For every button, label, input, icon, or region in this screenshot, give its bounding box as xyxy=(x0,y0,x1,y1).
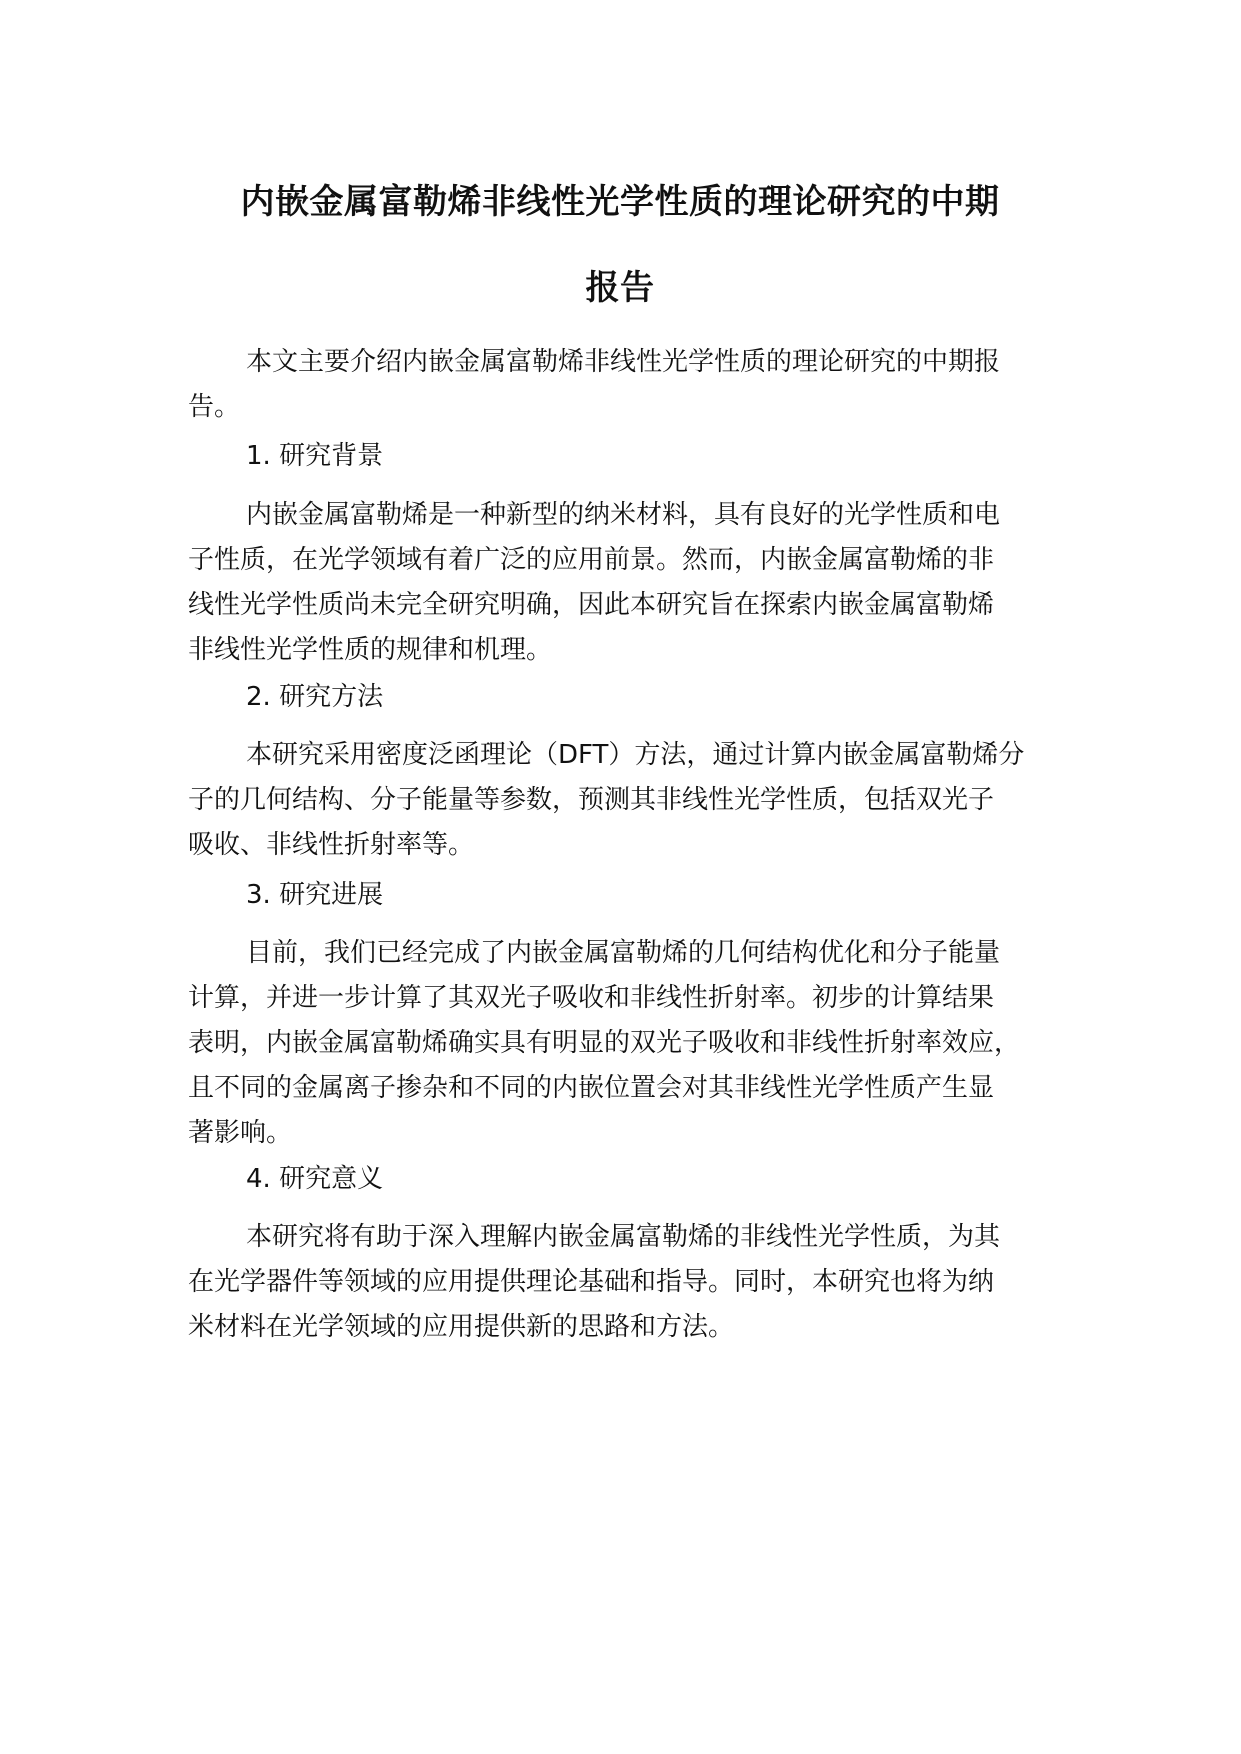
paragraph-line: 著影响。 xyxy=(188,1118,293,1148)
paragraph-line: 表明，内嵌金属富勒烯确实具有明显的双光子吸收和非线性折射率效应， xyxy=(188,1028,1021,1058)
intro-paragraph xyxy=(188,340,1088,430)
paragraph-line: 子性质，在光学领域有着广泛的应用前景。然而，内嵌金属富勒烯的非 xyxy=(188,545,995,575)
paragraph-line: 本文主要介绍内嵌金属富勒烯非线性光学性质的理论研究的中期报 xyxy=(246,347,1001,377)
paragraph-line: 线性光学性质尚未完全研究明确，因此本研究旨在探索内嵌金属富勒烯 xyxy=(188,590,995,620)
paragraph-line: 告。 xyxy=(188,392,241,422)
section-paragraph-significance xyxy=(188,1215,1088,1350)
paragraph-line: 本研究将有助于深入理解内嵌金属富勒烯的非线性光学性质，为其 xyxy=(246,1222,1001,1252)
paragraph-line: 内嵌金属富勒烯是一种新型的纳米材料，具有良好的光学性质和电 xyxy=(246,500,1001,530)
paragraph-line: 在光学器件等领域的应用提供理论基础和指导。同时，本研究也将为纳 xyxy=(188,1267,995,1297)
paragraph-line: 吸收、非线性折射率等。 xyxy=(188,830,475,860)
paragraph-line: 本研究采用密度泛函理论（DFT）方法，通过计算内嵌金属富勒烯分 xyxy=(246,740,1025,770)
document-title-line-1: 内嵌金属富勒烯非线性光学性质的理论研究的中期 xyxy=(240,182,1000,222)
section-heading-significance: 4. 研究意义 xyxy=(246,1164,384,1194)
document-title-line-2: 报告 xyxy=(585,268,655,308)
paragraph-line: 米材料在光学领域的应用提供新的思路和方法。 xyxy=(188,1312,735,1342)
section-paragraph-background xyxy=(188,493,1088,673)
paragraph-line: 计算，并进一步计算了其双光子吸收和非线性折射率。初步的计算结果 xyxy=(188,983,995,1013)
paragraph-line: 非线性光学性质的规律和机理。 xyxy=(188,635,553,665)
section-paragraph-progress xyxy=(188,931,1088,1156)
paragraph-line: 且不同的金属离子掺杂和不同的内嵌位置会对其非线性光学性质产生显 xyxy=(188,1073,995,1103)
section-heading-background: 1. 研究背景 xyxy=(246,441,384,471)
paragraph-line: 子的几何结构、分子能量等参数，预测其非线性光学性质，包括双光子 xyxy=(188,785,995,815)
section-paragraph-methods xyxy=(188,733,1088,868)
paragraph-line: 目前，我们已经完成了内嵌金属富勒烯的几何结构优化和分子能量 xyxy=(246,938,1001,968)
section-heading-progress: 3. 研究进展 xyxy=(246,880,384,910)
section-heading-methods: 2. 研究方法 xyxy=(246,682,384,712)
